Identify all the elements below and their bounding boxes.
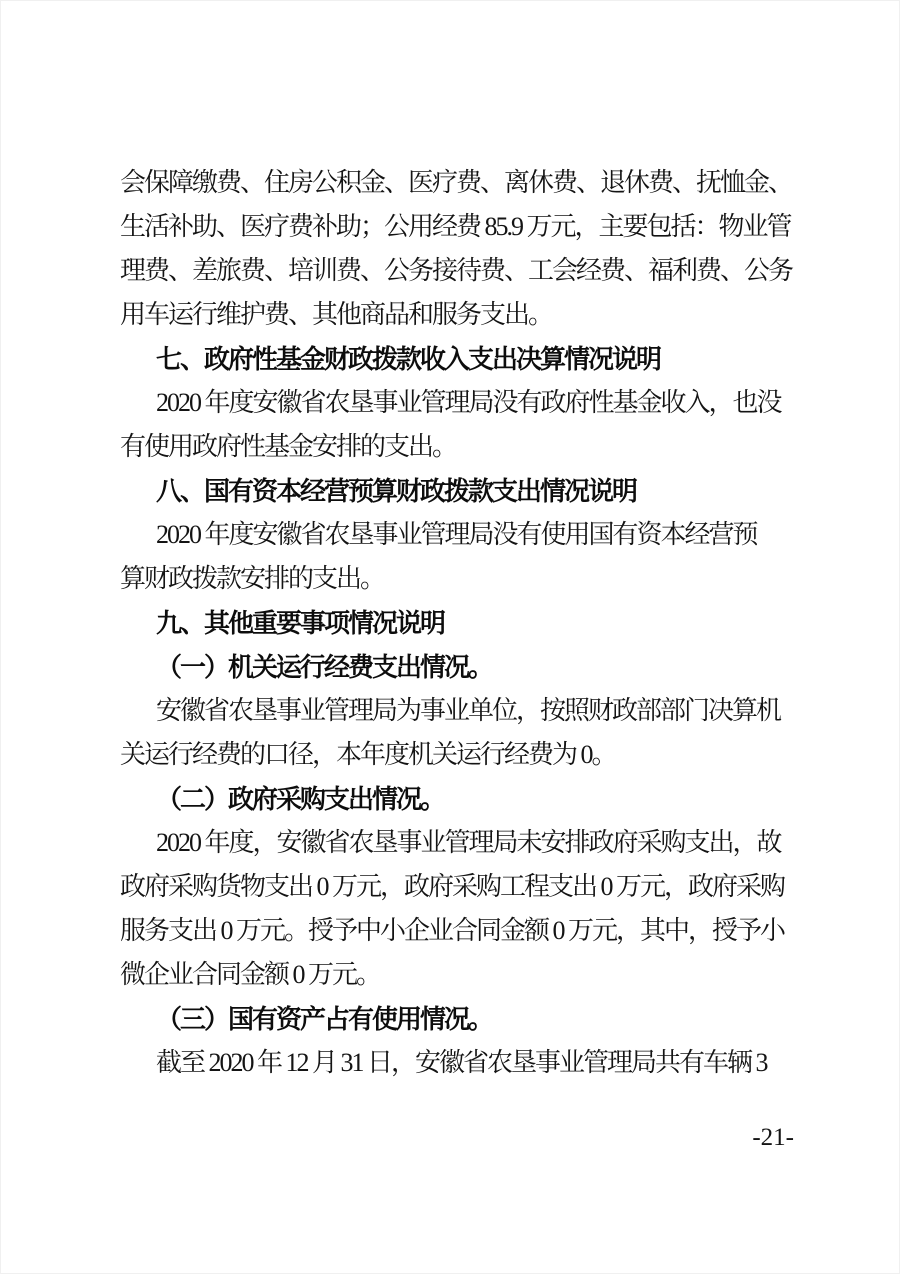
section-heading: （二）政府采购支出情况。 <box>156 784 445 814</box>
text-line: 政府采购货物支出 0 万元，政府采购工程支出 0 万元，政府采购 <box>120 872 785 901</box>
section-heading: 七、政府性基金财政拨款收入支出决算情况说明 <box>156 344 661 374</box>
text-block <box>120 161 796 1085</box>
text-line: 生活补助、医疗费补助；公用经费 85.9 万元，主要包括：物业管 <box>120 212 791 241</box>
text-line: 有使用政府性基金安排的支出。 <box>120 432 457 461</box>
page-number: -21- <box>752 1124 794 1151</box>
section-heading: 八、国有资本经营预算财政拨款支出情况说明 <box>156 476 637 506</box>
section-heading: （三）国有资产占有使用情况。 <box>156 1004 493 1034</box>
section-heading: （一）机关运行经费支出情况。 <box>156 652 493 682</box>
text-line: 微企业合同金额 0 万元。 <box>120 960 381 989</box>
text-line: 2020 年度，安徽省农垦事业管理局未安排政府采购支出，故 <box>156 828 781 857</box>
text-line: 安徽省农垦事业管理局为事业单位，按照财政部部门决算机 <box>156 696 781 725</box>
text-line: 2020 年度安徽省农垦事业管理局没有使用国有资本经营预 <box>156 520 757 549</box>
text-line: 理费、差旅费、培训费、公务接待费、工会经费、福利费、公务 <box>120 256 793 285</box>
text-line: 关运行经费的口径，本年度机关运行经费为 0。 <box>120 740 616 769</box>
text-line: 用车运行维护费、其他商品和服务支出。 <box>120 300 553 329</box>
section-heading: 九、其他重要事项情况说明 <box>156 608 445 638</box>
text-line: 截至 2020 年 12 月 31 日，安徽省农垦事业管理局共有车辆 3 <box>156 1048 767 1077</box>
text-line: 服务支出 0 万元。授予中小企业合同金额 0 万元，其中，授予小 <box>120 916 785 945</box>
text-line: 算财政拨款安排的支出。 <box>120 564 385 593</box>
text-line: 2020 年度安徽省农垦事业管理局没有政府性基金收入，也没 <box>156 388 781 417</box>
text-line: 会保障缴费、住房公积金、医疗费、离休费、退休费、抚恤金、 <box>120 168 793 197</box>
